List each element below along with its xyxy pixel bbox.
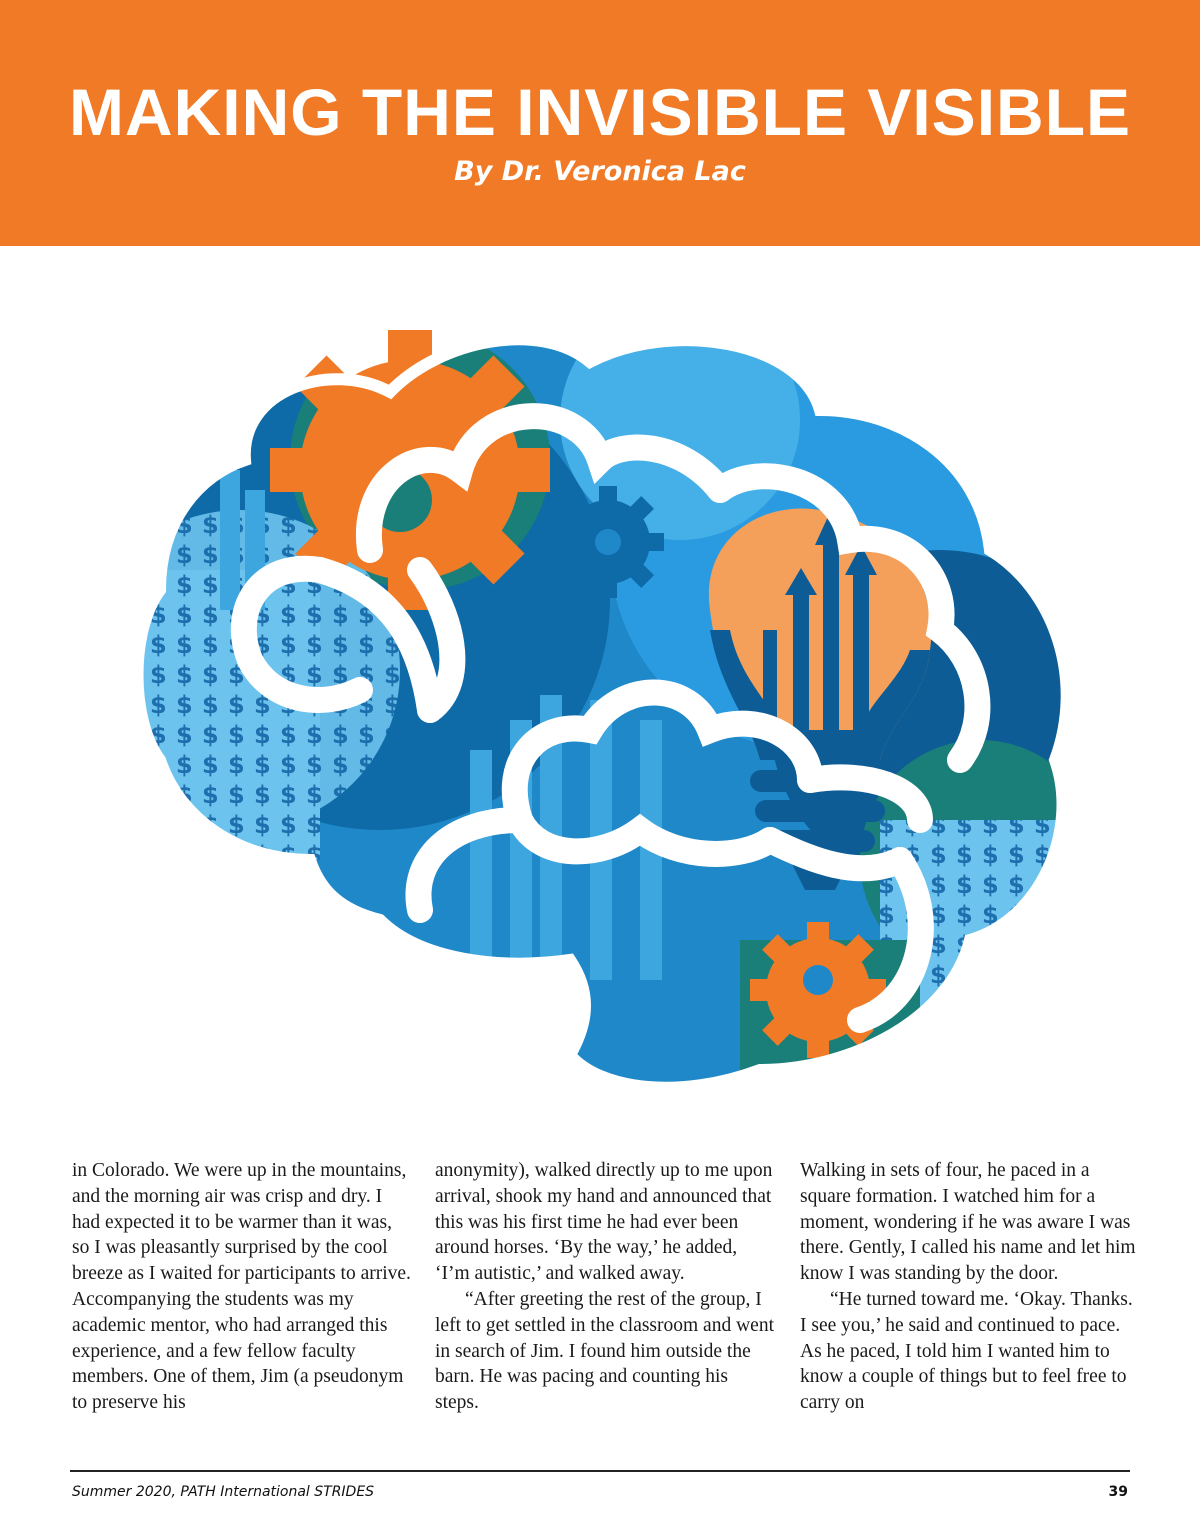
paragraph: “After greeting the rest of the group, I left to get settled in the classroom and went in search of Jim. I found him outside the barn. He was pacing and counting his steps. — [435, 1288, 774, 1414]
paragraph: “He turned toward me. ‘Okay. Thanks. I see you,’ he said and continued to pace. As he paced, I told him I wanted him to know a couple of things but to feel free to carry on — [800, 1288, 1133, 1414]
footer-divider — [70, 1470, 1130, 1472]
footer-publication: Summer 2020, PATH International STRIDES — [72, 1484, 375, 1500]
gear-icon — [750, 922, 886, 1058]
page-number: 39 — [1108, 1484, 1128, 1500]
text-column-1 — [72, 1158, 412, 1416]
brain-icon — [120, 300, 1080, 1110]
article-title: MAKING THE INVISIBLE VISIBLE — [68, 75, 1132, 149]
gear-icon — [552, 486, 664, 598]
text-column-2 — [435, 1158, 775, 1416]
article-byline: By Dr. Veronica Lac — [454, 156, 746, 187]
paragraph: in Colorado. We were up in the mountains, and the morning air was crisp and dry. I had expected it to be warmer than it was, so I was pleasantly surprised by the cool breeze as I waited for participants to arrive. Accompanying the students was my academic mentor, who had arranged this experience, and a few fellow faculty members. One of them, Jim (a pseudonym to preserve his — [72, 1160, 411, 1414]
paragraph: Walking in sets of four, he paced in a square formation. I watched him for a moment, wondering if he was aware I was there. Gently, I called his name and let him know I was standing by the door. — [800, 1160, 1136, 1285]
text-column-3 — [800, 1158, 1140, 1416]
paragraph: anonymity), walked directly up to me upon arrival, shook my hand and announced that this was his first time he had ever been around horses. ‘By the way,’ he added, ‘I’m autistic,’ and walked away. — [435, 1160, 773, 1285]
